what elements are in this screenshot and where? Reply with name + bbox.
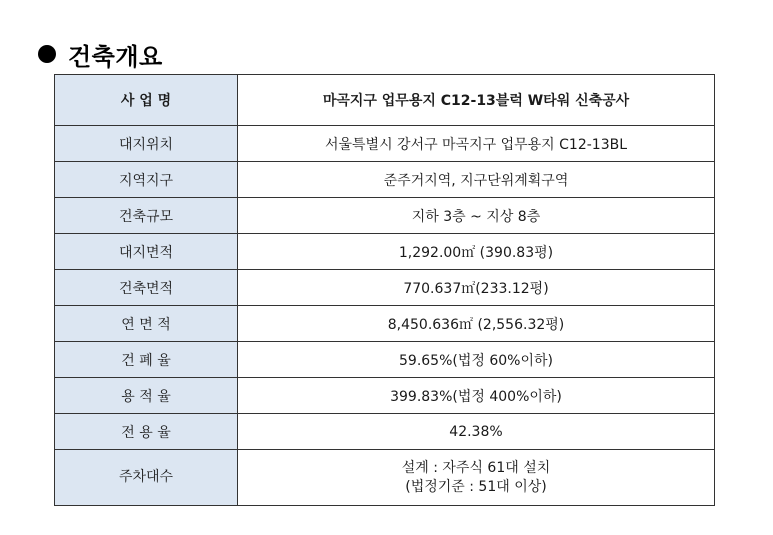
row-label: 대지위치 — [55, 126, 238, 162]
row-label: 건축규모 — [55, 198, 238, 234]
table-row — [55, 342, 715, 378]
row-value: 770.637㎡(233.12평) — [238, 270, 715, 306]
row-value: 서울특별시 강서구 마곡지구 업무용지 C12-13BL — [238, 126, 715, 162]
row-value: 59.65%(법정 60%이하) — [238, 342, 715, 378]
project-name-value: 마곡지구 업무용지 C12-13블럭 W타워 신축공사 — [238, 75, 715, 126]
row-label: 건축면적 — [55, 270, 238, 306]
row-label: 용 적 율 — [55, 378, 238, 414]
parking-legal-text: (법정기준 : 51대 이상) — [405, 478, 547, 495]
row-value: 399.83%(법정 400%이하) — [238, 378, 715, 414]
row-value: 42.38% — [238, 414, 715, 450]
row-value: 8,450.636㎡ (2,556.32평) — [238, 306, 715, 342]
row-value: 지하 3층 ~ 지상 8층 — [238, 198, 715, 234]
row-label: 대지면적 — [55, 234, 238, 270]
table-row — [55, 126, 715, 162]
table-row — [55, 414, 715, 450]
parking-label: 주차대수 — [55, 450, 238, 506]
row-label: 지역지구 — [55, 162, 238, 198]
project-name-label: 사 업 명 — [55, 75, 238, 126]
table-row — [55, 270, 715, 306]
table-header-row — [55, 75, 715, 126]
row-value: 준주거지역, 지구단위계획구역 — [238, 162, 715, 198]
bullet-icon — [38, 45, 56, 63]
table-row — [55, 234, 715, 270]
table-row — [55, 378, 715, 414]
section-title — [38, 38, 163, 70]
row-label: 건 폐 율 — [55, 342, 238, 378]
parking-value — [238, 450, 715, 506]
row-label: 전 용 율 — [55, 414, 238, 450]
building-overview-table — [54, 74, 715, 506]
table-row — [55, 162, 715, 198]
parking-design-text: 설계 : 자주식 61대 설치 — [401, 459, 551, 476]
table-row — [55, 198, 715, 234]
row-label: 연 면 적 — [55, 306, 238, 342]
section-title-text: 건축개요 — [68, 42, 163, 71]
parking-row — [55, 450, 715, 506]
table-row — [55, 306, 715, 342]
row-value: 1,292.00㎡ (390.83평) — [238, 234, 715, 270]
